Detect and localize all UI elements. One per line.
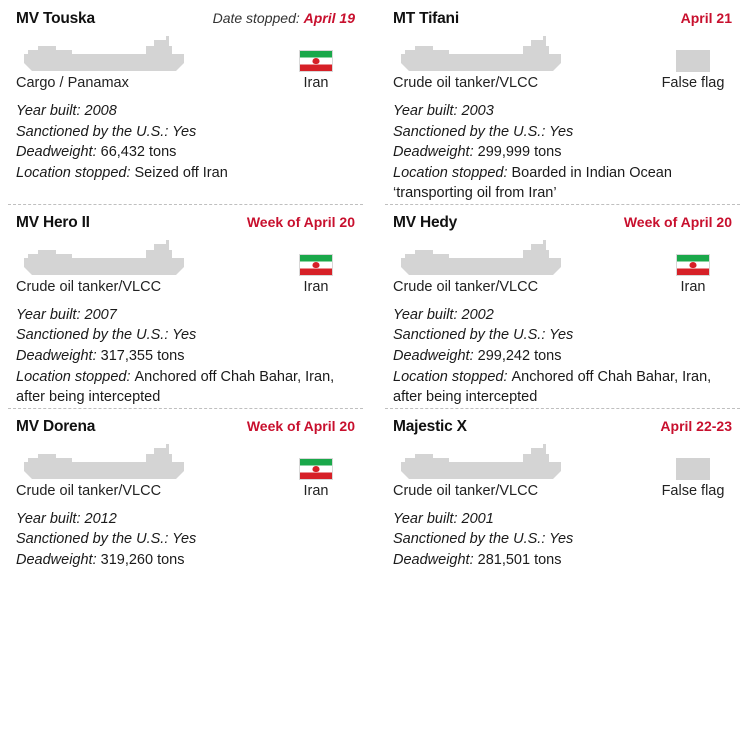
date-stopped [247,418,355,434]
vessel-visual-left [16,440,267,499]
flag-label: Iran [303,482,329,499]
sanctioned-label: Sanctioned by the U.S.: [393,327,550,344]
vessel-card [8,204,363,408]
vessel-details [16,101,355,183]
ship-silhouette-icon [16,236,188,278]
year-built-label: Year built: [393,103,462,119]
location-value: Anchored off Chah Bahar, Iran, after being intercepted [393,368,712,406]
flag-column [277,50,355,91]
flag-column [277,458,355,499]
deadweight-label: Deadweight: [16,144,101,161]
deadweight-value: 66,432 tons [100,144,177,161]
flag-label: Iran [303,278,329,295]
year-built-value: 2001 [461,510,494,527]
vessel-card [385,0,740,204]
location-label: Location stopped: [16,164,135,181]
sanctioned-label: Sanctioned by the U.S.: [393,531,550,548]
ship-silhouette-icon [393,32,565,74]
vessel-visual-row [16,236,355,295]
vessel-visual-left [393,440,644,499]
detail-sanctioned [393,325,732,346]
detail-deadweight [393,346,732,367]
card-header [16,418,355,436]
detail-location [393,163,732,204]
vessel-type: Crude oil tanker/VLCC [393,278,539,295]
year-built-value: 2012 [84,510,117,527]
flag-icon [676,254,710,276]
year-built-label: Year built: [393,306,462,323]
date-stopped-value: April 21 [680,10,732,26]
flag-column [654,254,732,295]
flag-label: Iran [680,278,706,295]
vessel-type: Crude oil tanker/VLCC [16,278,162,295]
vessel-visual-left [16,236,267,295]
vessel-name: MV Hedy [393,213,458,231]
year-built-value: 2008 [84,103,117,119]
detail-year-built [393,509,732,530]
flag-icon [676,458,710,480]
sanctioned-label: Sanctioned by the U.S.: [16,123,173,140]
year-built-label: Year built: [16,103,85,119]
vessel-name: Majestic X [393,417,467,435]
flag-icon [299,458,333,480]
detail-sanctioned [393,529,732,550]
flag-label: False flag [661,75,725,91]
ship-silhouette-icon [393,236,565,278]
detail-location [393,367,732,408]
sanctioned-label: Sanctioned by the U.S.: [16,327,173,344]
deadweight-value: 299,999 tons [477,144,562,161]
vessel-visual-row [16,32,355,91]
card-header [16,214,355,232]
flag-icon [299,50,333,72]
date-stopped-label: Date stopped: [212,10,304,26]
vessel-name: MV Dorena [16,417,96,435]
year-built-value: 2003 [461,103,494,119]
sanctioned-value: Yes [549,327,574,344]
deadweight-value: 299,242 tons [477,348,562,365]
detail-deadweight [16,142,355,163]
year-built-label: Year built: [393,510,462,527]
vessel-details [16,305,355,408]
deadweight-value: 317,355 tons [100,348,185,365]
sanctioned-value: Yes [172,123,197,140]
date-stopped [213,10,355,26]
year-built-value: 2002 [461,306,494,323]
sanctioned-value: Yes [172,531,197,548]
vessel-card [8,0,363,204]
date-stopped-value: April 19 [303,10,355,26]
detail-year-built [16,509,355,530]
location-label: Location stopped: [393,164,512,181]
date-stopped-value: April 22-23 [660,417,732,434]
year-built-value: 2007 [84,306,117,323]
flag-column [654,50,732,91]
location-label: Location stopped: [393,368,512,385]
detail-sanctioned [16,122,355,143]
detail-sanctioned [16,529,355,550]
sanctioned-label: Sanctioned by the U.S.: [16,531,173,548]
deadweight-label: Deadweight: [393,348,478,365]
deadweight-value: 319,260 tons [100,551,185,568]
detail-year-built [393,305,732,326]
vessel-type: Crude oil tanker/VLCC [16,482,162,499]
detail-year-built [16,305,355,326]
vessel-type: Crude oil tanker/VLCC [393,482,539,499]
ship-silhouette-icon [16,440,188,482]
date-stopped [681,10,732,26]
detail-year-built [393,101,732,122]
detail-deadweight [393,550,732,571]
sanctioned-value: Yes [172,327,197,344]
date-stopped [624,214,732,230]
ship-silhouette-icon [393,440,565,482]
detail-year-built [16,101,355,122]
card-header [393,10,732,28]
year-built-label: Year built: [16,306,85,323]
flag-column [277,254,355,295]
flag-icon [676,50,710,72]
detail-deadweight [16,346,355,367]
detail-deadweight [393,142,732,163]
date-stopped [660,418,732,434]
ship-silhouette-icon [16,32,188,74]
vessel-details [393,101,732,204]
deadweight-label: Deadweight: [393,144,478,161]
detail-location [16,367,355,408]
sanctioned-label: Sanctioned by the U.S.: [393,123,550,140]
location-value: Anchored off Chah Bahar, Iran, after being intercepted [16,368,335,406]
vessel-visual-row [393,236,732,295]
location-value: Boarded in Indian Ocean ‘transporting oil from Iran’ [393,164,672,202]
vessel-name: MT Tifani [393,10,459,27]
deadweight-label: Deadweight: [16,551,101,568]
vessel-details [393,509,732,571]
vessel-visual-left [393,32,644,91]
detail-sanctioned [393,122,732,143]
sanctioned-value: Yes [549,531,574,548]
location-label: Location stopped: [16,368,135,385]
vessel-card [385,204,740,408]
date-stopped-value: Week of April 20 [246,213,355,230]
flag-label: False flag [661,482,725,499]
vessel-card [8,408,363,571]
vessel-name: MV Touska [16,10,95,27]
detail-deadweight [16,550,355,571]
sanctioned-value: Yes [549,123,574,140]
deadweight-value: 281,501 tons [477,551,562,568]
date-stopped [247,214,355,230]
vessel-visual-row [393,32,732,91]
vessel-type: Crude oil tanker/VLCC [393,75,539,91]
deadweight-label: Deadweight: [393,551,478,568]
vessel-visual-row [393,440,732,499]
location-value: Seized off Iran [134,164,228,181]
vessel-card [385,408,740,571]
card-header [16,10,355,28]
vessel-visual-left [393,236,644,295]
card-header [393,214,732,232]
date-stopped-value: Week of April 20 [623,213,732,230]
deadweight-label: Deadweight: [16,348,101,365]
vessel-name: MV Hero II [16,213,90,231]
vessel-type: Cargo / Panamax [16,75,129,91]
flag-column [654,458,732,499]
vessel-visual-row [16,440,355,499]
year-built-label: Year built: [16,510,85,527]
flag-label: Iran [303,75,329,91]
vessel-visual-left [16,32,267,91]
date-stopped-value: Week of April 20 [246,417,355,434]
vessel-details [393,305,732,408]
detail-location [16,163,355,184]
card-header [393,418,732,436]
detail-sanctioned [16,325,355,346]
vessel-details [16,509,355,571]
flag-icon [299,254,333,276]
